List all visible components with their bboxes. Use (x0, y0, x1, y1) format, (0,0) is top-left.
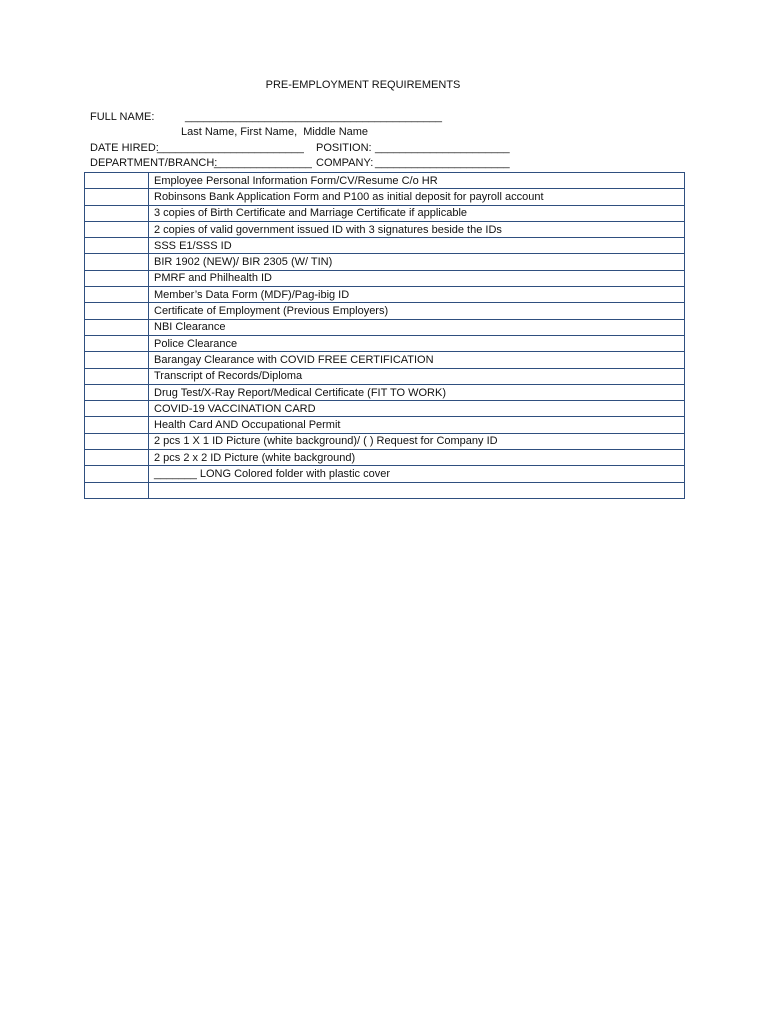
requirement-row (85, 384, 685, 400)
position-field[interactable]: ______________________ (375, 142, 510, 154)
full-name-field[interactable]: __________________________________________ (185, 111, 442, 123)
requirement-row (85, 401, 685, 417)
requirement-text: Transcript of Records/Diploma (149, 368, 685, 384)
requirement-checkbox[interactable] (85, 368, 149, 384)
requirement-row (85, 433, 685, 449)
requirement-text: Drug Test/X-Ray Report/Medical Certificate (FIT TO WORK) (149, 384, 685, 400)
requirement-row (85, 270, 685, 286)
requirement-checkbox[interactable] (85, 482, 149, 498)
requirement-row (85, 189, 685, 205)
requirement-row (85, 173, 685, 189)
requirement-row (85, 417, 685, 433)
requirement-row (85, 482, 685, 498)
requirement-text: BIR 1902 (NEW)/ BIR 2305 (W/ TIN) (149, 254, 685, 270)
requirement-checkbox[interactable] (85, 189, 149, 205)
requirement-checkbox[interactable] (85, 303, 149, 319)
requirements-table (84, 172, 685, 499)
requirement-text: Health Card AND Occupational Permit (149, 417, 685, 433)
requirement-row (85, 352, 685, 368)
requirement-checkbox[interactable] (85, 221, 149, 237)
requirement-text: Member’s Data Form (MDF)/Pag-ibig ID (149, 287, 685, 303)
requirement-text: 2 pcs 2 x 2 ID Picture (white background) (149, 450, 685, 466)
requirement-text: Robinsons Bank Application Form and P100 as initial deposit for payroll account (149, 189, 685, 205)
requirement-text: COVID-19 VACCINATION CARD (149, 401, 685, 417)
requirement-row (85, 254, 685, 270)
requirement-row (85, 368, 685, 384)
requirement-text: SSS E1/SSS ID (149, 238, 685, 254)
requirement-checkbox[interactable] (85, 205, 149, 221)
page-title: PRE-EMPLOYMENT REQUIREMENTS (265, 79, 461, 91)
requirement-row (85, 238, 685, 254)
requirement-row (85, 221, 685, 237)
department-field[interactable]: ________________ (214, 157, 312, 169)
requirement-row (85, 205, 685, 221)
requirement-row (85, 335, 685, 351)
date-hired-field[interactable]: ________________________ (157, 142, 304, 154)
requirement-checkbox[interactable] (85, 384, 149, 400)
requirement-row (85, 287, 685, 303)
requirement-text: PMRF and Philhealth ID (149, 270, 685, 286)
requirement-checkbox[interactable] (85, 238, 149, 254)
requirement-checkbox[interactable] (85, 254, 149, 270)
requirement-checkbox[interactable] (85, 319, 149, 335)
requirement-checkbox[interactable] (85, 352, 149, 368)
requirement-row (85, 466, 685, 482)
requirement-checkbox[interactable] (85, 466, 149, 482)
requirement-checkbox[interactable] (85, 270, 149, 286)
requirement-text: Employee Personal Information Form/CV/Resume C/o HR (149, 173, 685, 189)
requirement-text: Police Clearance (149, 335, 685, 351)
requirement-checkbox[interactable] (85, 450, 149, 466)
full-name-hint: Last Name, First Name, Middle Name (181, 126, 369, 138)
requirement-text: 2 pcs 1 X 1 ID Picture (white background)/ ( ) Request for Company ID (149, 433, 685, 449)
company-label: COMPANY: (316, 157, 374, 169)
requirement-checkbox[interactable] (85, 401, 149, 417)
requirement-text: 3 copies of Birth Certificate and Marriage Certificate if applicable (149, 205, 685, 221)
date-hired-label: DATE HIRED: (90, 142, 159, 154)
requirement-text: NBI Clearance (149, 319, 685, 335)
requirement-text: 2 copies of valid government issued ID with 3 signatures beside the IDs (149, 221, 685, 237)
position-label: POSITION: (316, 142, 372, 154)
requirement-text: _______ LONG Colored folder with plastic cover (149, 466, 685, 482)
full-name-label: FULL NAME: (90, 111, 155, 123)
requirement-text (149, 482, 685, 498)
department-label: DEPARTMENT/BRANCH: (90, 157, 218, 169)
requirement-checkbox[interactable] (85, 287, 149, 303)
requirement-row (85, 303, 685, 319)
requirement-row (85, 319, 685, 335)
requirement-text: Certificate of Employment (Previous Employers) (149, 303, 685, 319)
requirement-checkbox[interactable] (85, 433, 149, 449)
company-field[interactable]: ______________________ (375, 157, 510, 169)
requirement-checkbox[interactable] (85, 417, 149, 433)
requirement-checkbox[interactable] (85, 335, 149, 351)
requirement-row (85, 450, 685, 466)
requirement-checkbox[interactable] (85, 173, 149, 189)
requirement-text: Barangay Clearance with COVID FREE CERTIFICATION (149, 352, 685, 368)
